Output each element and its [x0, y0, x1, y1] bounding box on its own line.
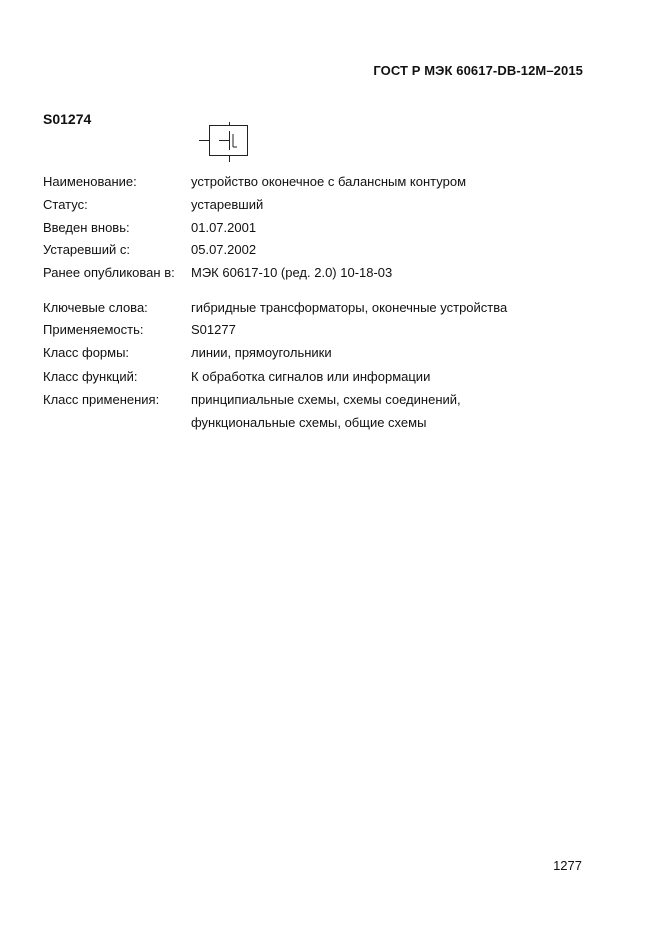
page-number: 1277	[553, 858, 582, 873]
field-label-previously-published: Ранее опубликован в:	[43, 265, 175, 280]
field-value-application-class-cont: функциональные схемы, общие схемы	[191, 415, 427, 430]
field-value-previously-published: МЭК 60617-10 (ред. 2.0) 10-18-03	[191, 265, 393, 280]
field-value-keywords: гибридные трансформаторы, оконечные устройства	[191, 300, 508, 315]
field-label-applicability: Применяемость:	[43, 322, 144, 337]
field-label-introduced: Введен вновь:	[43, 220, 130, 235]
field-value-shape-class: линии, прямоугольники	[191, 345, 332, 360]
document-header: ГОСТ Р МЭК 60617-DB-12M–2015	[373, 63, 583, 78]
field-value-name: устройство оконечное с балансным контуром	[191, 174, 467, 189]
field-label-application-class: Класс применения:	[43, 392, 160, 407]
field-value-status: устаревший	[191, 197, 264, 212]
symbol-code: S01274	[43, 111, 92, 127]
field-value-application-class: принципиальные схемы, схемы соединений,	[191, 392, 461, 407]
field-value-function-class: К обработка сигналов или информации	[191, 369, 431, 384]
field-value-obsolete-since: 05.07.2002	[191, 242, 257, 257]
field-label-function-class: Класс функций:	[43, 369, 138, 384]
field-value-introduced: 01.07.2001	[191, 220, 257, 235]
field-label-keywords: Ключевые слова:	[43, 300, 148, 315]
hybrid-termination-symbol-icon	[199, 122, 251, 162]
field-value-applicability: S01277	[191, 322, 236, 337]
field-label-shape-class: Класс формы:	[43, 345, 130, 360]
field-label-obsolete-since: Устаревший с:	[43, 242, 130, 257]
field-label-status: Статус:	[43, 197, 88, 212]
field-label-name: Наименование:	[43, 174, 137, 189]
